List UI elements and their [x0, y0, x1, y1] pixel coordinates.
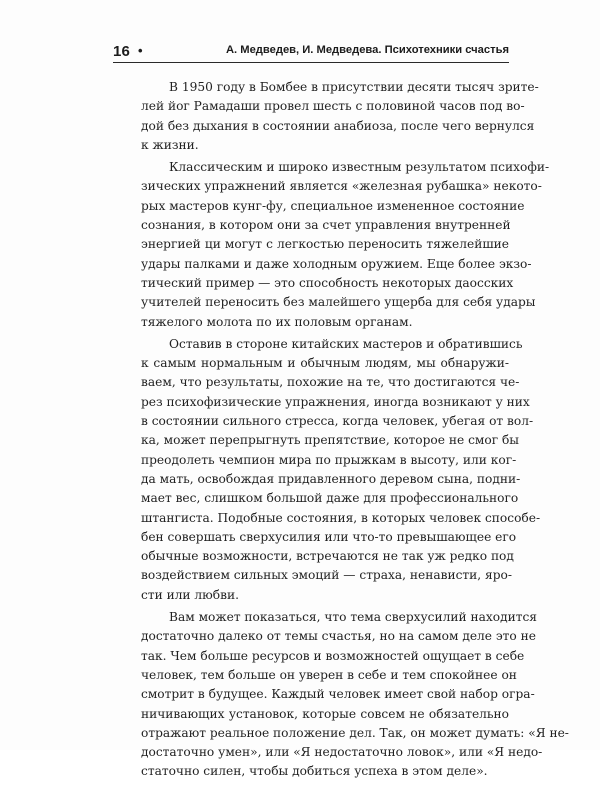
header-bullet: • [138, 43, 143, 58]
text-line: учителей переносить без малейшего ущерба для себя удары [141, 295, 536, 310]
text-line: В 1950 году в Бомбее в присутствии десяти тысяч зрите- [169, 80, 539, 94]
text-line: отражают реальное положение дел. Так, он может думать: «Я не- [141, 725, 569, 740]
text-line: воздействием сильных эмоций — страха, ненависти, яро- [141, 568, 512, 583]
text-line: к жизни. [141, 137, 199, 152]
text-line: достаточно умен», или «Я недостаточно ловок», или «Я недо- [141, 745, 543, 760]
text-line: удары палками и даже холодным оружием. Еще более экзо- [141, 256, 532, 271]
text-line: рез психофизические упражнения, иногда возникают у них [141, 394, 530, 409]
text-line: Вам может показаться, что тема сверхусилий находится [169, 610, 537, 625]
paragraph [113, 158, 550, 332]
text-line: Классическим и широко известным результатом психофи- [169, 160, 550, 175]
text-line: тяжелого молота по их половым органам. [141, 314, 413, 329]
page-header [113, 40, 509, 64]
text-line: дой без дыхания в состоянии анабиоза, после чего вернулся [141, 118, 535, 133]
text-line: да мать, освобождая придавленного деревом сына, подни- [141, 471, 521, 486]
text-line: сти или любви. [141, 587, 239, 602]
paragraph [113, 78, 539, 155]
text-line: ваем, что результаты, похожие на те, что достигаются че- [141, 375, 520, 390]
running-title: А. Медведев, И. Медведева. Психотехники счастья [225, 44, 509, 56]
text-line: ничивающих установок, которые совсем не обязательно [141, 706, 509, 721]
header-rule [113, 62, 509, 63]
text-line: лей йог Рамадаши провел шесть с половиной часов под во- [141, 99, 525, 114]
text-line: рых мастеров кунг-фу, специальное измененное состояние [141, 198, 525, 213]
text-line: сознания, в котором они за счет управления внутренней [141, 218, 511, 233]
body-text [113, 78, 569, 785]
text-line: тический пример — это способность некоторых даосских [141, 275, 514, 290]
text-line: человек, тем больше он уверен в себе и тем спокойнее он [141, 667, 517, 682]
text-line: ка, может перепрыгнуть препятствие, которое не смог бы [141, 433, 520, 448]
text-line: обычные возможности, встречаются не так уж редко под [141, 549, 514, 564]
text-line: штангиста. Подобные состояния, в которых человек способе- [141, 510, 541, 525]
text-line: бен совершать сверхусилия или что-то превышающее его [141, 529, 517, 544]
text-line: мает вес, слишком большой даже для профессионального [141, 491, 519, 506]
text-line: к самым нормальным и обычным людям, мы обнаружи- [141, 356, 509, 371]
text-line: преодолеть чемпион мира по прыжкам в высоту, или ког- [141, 452, 517, 467]
text-line: достаточно далеко от темы счастья, но на самом деле это не [141, 629, 536, 644]
text-line: так. Чем больше ресурсов и возможностей ощущает в себе [141, 648, 525, 663]
text-line: смотрит в будущее. Каждый человек имеет свой набор огра- [141, 687, 535, 702]
page-number: 16 [113, 43, 131, 60]
text-line: Оставив в стороне китайских мастеров и обратившись [169, 336, 523, 351]
text-line: зических упражнений является «железная рубашка» некото- [141, 179, 542, 194]
text-line: в состоянии сильного стресса, когда человек, убегая от вол- [141, 414, 534, 429]
text-line: статочно силен, чтобы добиться успеха в этом деле». [141, 764, 488, 779]
text-line: энергией ци могут с легкостью переносить тяжелейшие [141, 237, 509, 252]
paragraph [113, 335, 541, 605]
paragraph [113, 608, 569, 782]
